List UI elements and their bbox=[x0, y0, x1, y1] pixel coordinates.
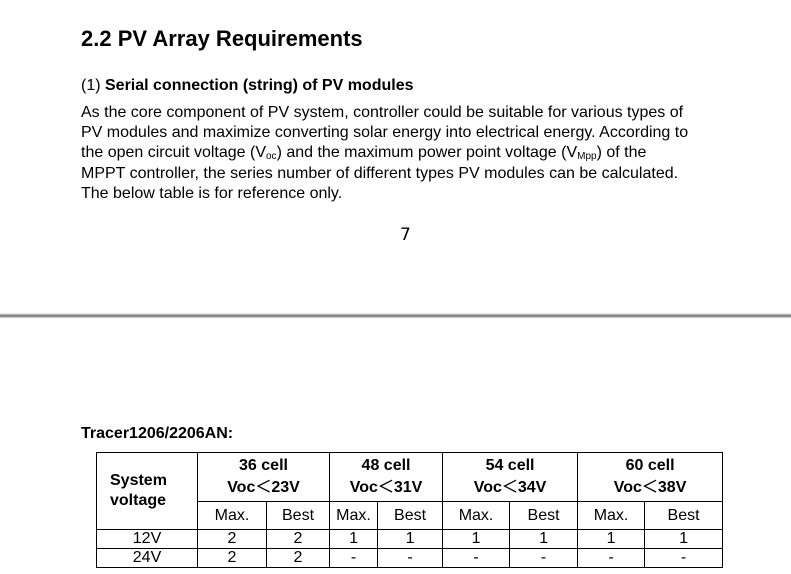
sub-heading bbox=[81, 76, 413, 96]
table-cell: 1 bbox=[443, 530, 510, 549]
table-header-row bbox=[97, 453, 723, 502]
table-cell: 2 bbox=[267, 530, 330, 549]
paragraph-text: ) of the bbox=[596, 144, 647, 162]
table-cell: 1 bbox=[378, 530, 443, 549]
voc-subscript: oc bbox=[266, 151, 277, 163]
table-row bbox=[97, 530, 723, 549]
table-cell: 2 bbox=[267, 549, 330, 568]
page-number: 7 bbox=[400, 225, 411, 245]
table-cell: - bbox=[378, 549, 443, 568]
table-cell: - bbox=[510, 549, 578, 568]
paragraph-line: The below table is for reference only. bbox=[81, 184, 343, 202]
module-cell-count: 36 cell bbox=[239, 457, 288, 474]
table-cell: - bbox=[578, 549, 645, 568]
module-cell-count: 48 cell bbox=[361, 457, 411, 474]
table-cell: - bbox=[443, 549, 510, 568]
row-voltage: 24V bbox=[97, 549, 198, 568]
paragraph-line: PV modules and maximize converting solar energy into electrical energy. According to bbox=[81, 124, 689, 142]
max-header: Max. bbox=[198, 502, 267, 530]
vmpp-subscript: Mpp bbox=[577, 151, 597, 163]
paragraph-text: the open circuit voltage (V bbox=[81, 144, 266, 162]
pv-array-table bbox=[96, 452, 723, 568]
best-header: Best bbox=[267, 502, 330, 530]
system-voltage-header bbox=[97, 453, 198, 530]
module-cell-count: 54 cell bbox=[485, 457, 535, 474]
max-header: Max. bbox=[443, 502, 510, 530]
paragraph-line bbox=[81, 143, 781, 163]
table-row bbox=[97, 549, 723, 568]
table-cell: 1 bbox=[510, 530, 578, 549]
max-header: Max. bbox=[578, 502, 645, 530]
table-cell: - bbox=[645, 549, 723, 568]
table-cell: 2 bbox=[198, 530, 267, 549]
table-cell: 1 bbox=[578, 530, 645, 549]
best-header: Best bbox=[510, 502, 578, 530]
module-group-header bbox=[198, 453, 330, 502]
body-paragraph bbox=[81, 103, 781, 204]
row-voltage: 12V bbox=[97, 530, 198, 549]
section-heading: 2.2 PV Array Requirements bbox=[81, 26, 363, 51]
module-voc-limit: Voc＜38V bbox=[613, 479, 687, 496]
module-cell-count: 60 cell bbox=[625, 457, 675, 474]
table-cell: - bbox=[330, 549, 378, 568]
best-header: Best bbox=[645, 502, 723, 530]
table-cell: 2 bbox=[198, 549, 267, 568]
module-voc-limit: Voc＜23V bbox=[227, 479, 300, 496]
best-header: Best bbox=[378, 502, 443, 530]
paragraph-line: As the core component of PV system, controller could be suitable for various types of bbox=[81, 104, 684, 121]
module-group-header bbox=[578, 453, 723, 502]
table-cell: 1 bbox=[330, 530, 378, 549]
sub-heading-number: (1) bbox=[81, 77, 105, 94]
table-cell: 1 bbox=[645, 530, 723, 549]
module-voc-limit: Voc＜34V bbox=[473, 479, 547, 496]
paragraph-text: ) and the maximum power point voltage (V bbox=[276, 144, 578, 162]
module-voc-limit: Voc＜31V bbox=[349, 479, 423, 496]
paragraph-line: MPPT controller, the series number of different types PV modules can be calculated. bbox=[81, 164, 679, 182]
module-group-header bbox=[330, 453, 443, 502]
system-voltage-label: System bbox=[110, 472, 167, 489]
table-caption: Tracer1206/2206AN: bbox=[81, 425, 234, 442]
system-voltage-label: voltage bbox=[110, 492, 167, 509]
max-header: Max. bbox=[330, 502, 378, 530]
module-group-header bbox=[443, 453, 578, 502]
sub-heading-title: Serial connection (string) of PV modules bbox=[105, 77, 414, 94]
